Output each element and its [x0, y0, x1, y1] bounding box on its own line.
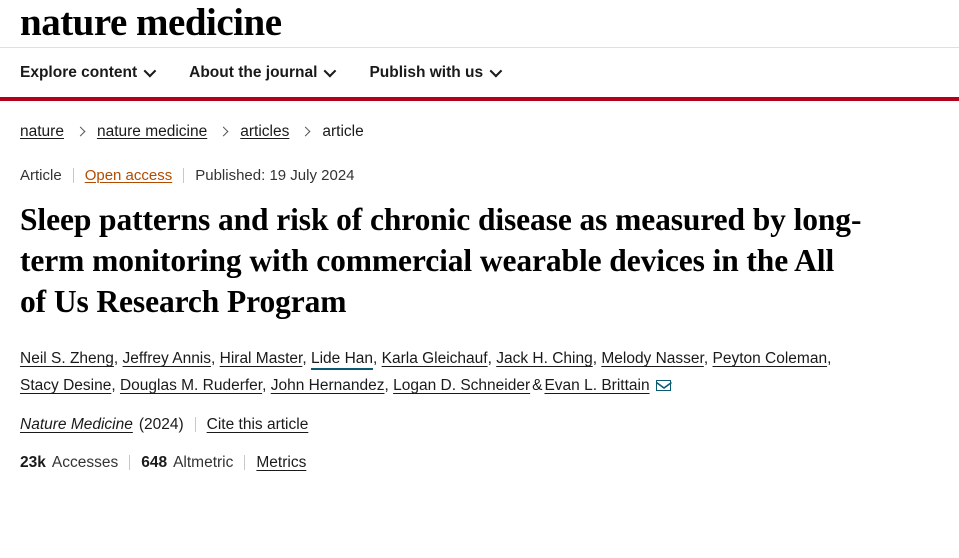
meta-divider: [183, 168, 184, 183]
author-separator: ,: [592, 349, 602, 367]
meta-divider: [73, 168, 74, 183]
meta-divider: [129, 455, 130, 470]
accesses-count: 23k: [20, 453, 46, 471]
author-link[interactable]: Evan L. Brittain: [544, 377, 650, 395]
author-separator: ,: [373, 349, 382, 367]
primary-navigation: [0, 48, 959, 101]
author-separator: ,: [111, 377, 120, 395]
breadcrumb-item-nature[interactable]: nature: [20, 123, 64, 140]
author-link[interactable]: Douglas M. Ruderfer: [119, 377, 263, 395]
author-separator: ,: [703, 349, 713, 367]
altmetric-count: 648: [141, 453, 168, 471]
author-separator: ,: [211, 349, 220, 367]
accesses-label: Accesses: [51, 453, 119, 471]
page-title: Sleep patterns and risk of chronic disease as measured by long-term monitoring with commercial wearable devices in the All of Us Research Program: [20, 202, 862, 319]
author-list: [20, 345, 850, 400]
nav-item-explore-content[interactable]: [20, 64, 153, 82]
breadcrumb-item-articles[interactable]: articles: [240, 123, 290, 140]
journal-citation-line: [20, 416, 939, 434]
breadcrumb-item-nature-medicine[interactable]: nature medicine: [96, 123, 208, 140]
author-link[interactable]: Hiral Master: [219, 349, 303, 367]
envelope-icon[interactable]: [656, 380, 671, 391]
author-separator: ,: [262, 377, 271, 395]
metrics-link[interactable]: Metrics: [256, 453, 307, 471]
author-link[interactable]: John Hernandez: [270, 377, 385, 395]
chevron-down-icon: [324, 65, 337, 78]
nature-medicine-logo[interactable]: nature medicine: [20, 1, 282, 44]
altmetric-label: Altmetric: [173, 453, 234, 471]
article-header-region: [0, 101, 959, 472]
author-separator: ,: [113, 349, 123, 367]
author-link[interactable]: Karla Gleichauf: [381, 349, 488, 367]
article-metrics: [20, 454, 939, 472]
breadcrumb-item-article: article: [322, 123, 364, 140]
meta-divider: [244, 455, 245, 470]
chevron-right-icon: [76, 126, 86, 136]
author-link[interactable]: Stacy Desine: [20, 377, 112, 395]
article-type-label: Article: [20, 167, 62, 184]
authors-conjunction: &: [532, 377, 543, 395]
publication-date: Published: 19 July 2024: [195, 167, 355, 184]
nav-item-label: Explore content: [20, 63, 138, 81]
author-link[interactable]: Jeffrey Annis: [122, 349, 212, 367]
article-meta-line: [20, 167, 939, 184]
nav-item-about-the-journal[interactable]: [189, 64, 333, 82]
author-separator: ,: [827, 349, 832, 367]
nav-item-label: About the journal: [189, 63, 318, 81]
chevron-right-icon: [219, 126, 229, 136]
nav-item-label: Publish with us: [369, 63, 484, 81]
author-link[interactable]: Logan D. Schneider: [393, 377, 531, 395]
meta-divider: [195, 417, 196, 432]
author-link[interactable]: Jack H. Ching: [496, 349, 593, 367]
author-separator: ,: [487, 349, 497, 367]
author-separator: ,: [302, 349, 311, 367]
chevron-down-icon: [490, 65, 503, 78]
chevron-down-icon: [144, 65, 157, 78]
author-link-highlighted[interactable]: Lide Han: [311, 350, 373, 370]
site-masthead: [0, 0, 959, 48]
author-link[interactable]: Peyton Coleman: [712, 349, 828, 367]
nav-item-publish-with-us[interactable]: [369, 64, 499, 82]
journal-name-link[interactable]: Nature Medicine: [20, 415, 133, 433]
author-separator: ,: [384, 377, 394, 395]
author-link[interactable]: Melody Nasser: [601, 349, 704, 367]
breadcrumb: [20, 123, 939, 141]
chevron-right-icon: [301, 126, 311, 136]
cite-this-article-link[interactable]: Cite this article: [206, 415, 309, 433]
journal-year: (2024): [138, 415, 184, 433]
open-access-link[interactable]: Open access: [84, 167, 173, 184]
author-link[interactable]: Neil S. Zheng: [20, 349, 114, 367]
